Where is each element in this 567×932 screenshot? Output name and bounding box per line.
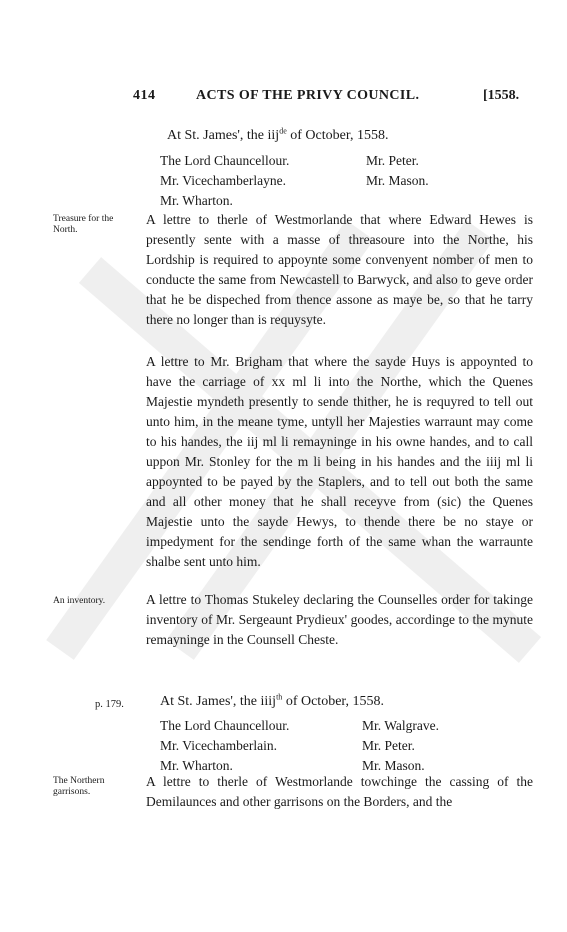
meeting-heading-text: At St. James', the iiij (160, 694, 277, 709)
attendee: Mr. Mason. (362, 758, 425, 773)
attendee: Mr. Vicechamberlayne. (160, 173, 287, 188)
entry-paragraph: A lettre to Thomas Stukeley declaring the Counselles order for takinge inventory of Mr. Sergeaunt Prydieux' goodes, accordinge to the mynute remayninge in the Counsell Cheste. (146, 592, 533, 647)
attendee: Mr. Peter. (362, 738, 415, 753)
page-reference: p. 179. (95, 699, 124, 710)
running-title: ACTS OF THE PRIVY COUNCIL. (196, 88, 420, 103)
attendee: The Lord Chauncellour. (160, 153, 290, 168)
attendee: Mr. Wharton. (160, 758, 233, 773)
meeting-heading-1 (167, 128, 388, 144)
page-number: 414 (133, 88, 156, 103)
entry-paragraph: A lettre to therle of Westmorlande that where Edward Hewes is presently sente with a masse of threasoure into the Northe, his Lordship is required to appoynte some convenyent nomber of men to conducte the same from Newcastell to Barwyck, and also to geve order that he be dispeched from thence assone as maye be, so that he tarry there no longer than is requysyte. (146, 212, 533, 327)
meeting-heading-tail: of October, 1558. (286, 128, 389, 143)
attendance-list-2 (160, 716, 540, 778)
attendee: Mr. Peter. (366, 153, 419, 168)
attendee: Mr. Vicechamberlain. (160, 738, 278, 753)
running-year: [1558. (483, 88, 520, 103)
meeting-heading-2 (160, 694, 384, 710)
entry-paragraph: A lettre to Mr. Brigham that where the sayde Huys is appoynted to have the carriage of xx ml li into the Northe, which the Quenes Majestie myndeth presently to sende thither, he is requyred to tell out unto him, in the meane tyme, untyll her Majesties warraunt may come to his handes, the iij ml li remayninge in his owne handes, and to call uppon Mr. Stonley for the m li being in his handes and the iiij ml li appoynted to be payed by the Staplers, and to tell out both the same and all other money that he shall receyve from (sic) the Quenes Majestie unto the sayde Hewys, to thende there be no staye or impedyment for the sendinge forth of the same whan the warraunte shalbe sent unto him. (146, 354, 533, 569)
attendance-list-1 (160, 151, 540, 213)
meeting-heading-sup: de (279, 126, 287, 136)
marginal-note: The Northern garrisons. (53, 776, 105, 797)
entry-paragraph: A lettre to therle of Westmorlande towchinge the cassing of the Demilaunces and other garrisons on the Borders, and the (146, 774, 533, 809)
meeting-heading-text: At St. James', the iij (167, 128, 280, 143)
marginal-note: Treasure for the North. (53, 214, 114, 235)
attendee: The Lord Chauncellour. (160, 718, 290, 733)
attendee: Mr. Mason. (366, 173, 429, 188)
attendee: Mr. Wharton. (160, 193, 233, 208)
meeting-heading-sup: th (276, 692, 283, 702)
running-header (0, 88, 567, 110)
meeting-heading-tail: of October, 1558. (282, 694, 385, 709)
marginal-note: An inventory. (53, 596, 106, 606)
attendee: Mr. Walgrave. (362, 718, 440, 733)
